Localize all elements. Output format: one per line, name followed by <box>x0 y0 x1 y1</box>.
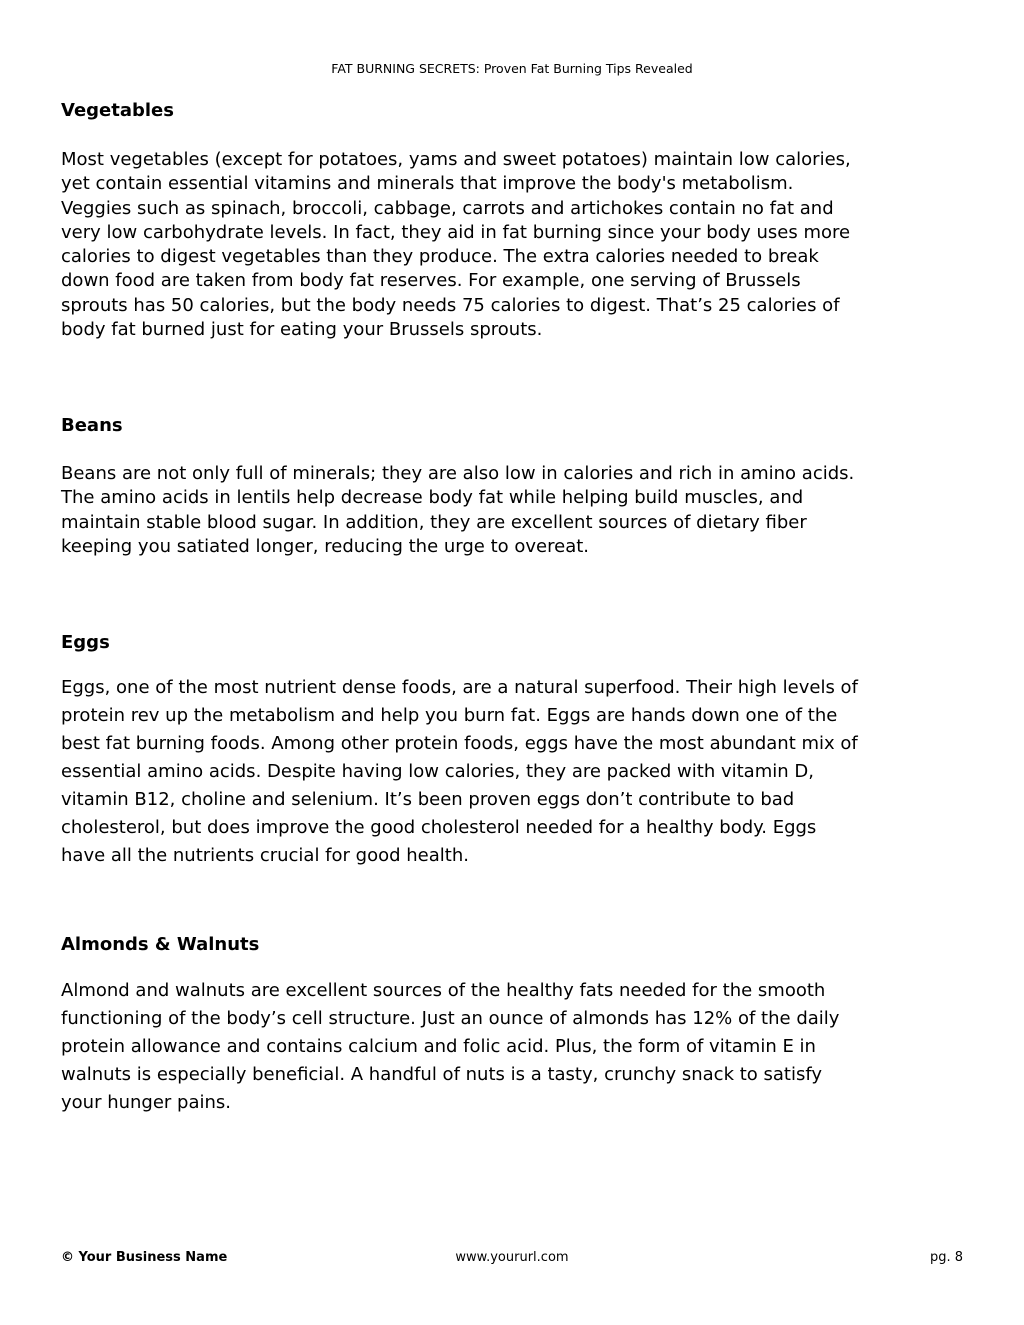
text-line: Beans are not only full of minerals; they are also low in calories and rich in amino acids. <box>61 463 855 484</box>
section-body-beans <box>61 462 961 559</box>
section-heading-vegetables: Vegetables <box>61 100 174 121</box>
running-header: FAT BURNING SECRETS: Proven Fat Burning Tips Revealed <box>331 61 693 76</box>
text-line: Eggs, one of the most nutrient dense foods, are a natural superfood. Their high levels of <box>61 677 858 698</box>
text-line: body fat burned just for eating your Brussels sprouts. <box>61 319 543 341</box>
text-line: calories to digest vegetables than they produce. The extra calories needed to break <box>61 246 819 268</box>
text-line: essential amino acids. Despite having low calories, they are packed with vitamin D, <box>61 761 814 782</box>
text-line: keeping you satiated longer, reducing the urge to overeat. <box>61 535 590 557</box>
text-line: yet contain essential vitamins and minerals that improve the body's metabolism. <box>61 173 794 195</box>
text-line: functioning of the body’s cell structure. Just an ounce of almonds has 12% of the daily <box>61 1008 840 1029</box>
section-heading-beans: Beans <box>61 415 123 436</box>
text-line: walnuts is especially beneficial. A handful of nuts is a tasty, crunchy snack to satisfy <box>61 1064 823 1085</box>
page-number: pg. 8 <box>929 1250 963 1265</box>
text-line: Most vegetables (except for potatoes, yams and sweet potatoes) maintain low calories, <box>61 149 851 170</box>
footer-url: www.yoururl.com <box>455 1250 569 1265</box>
section-heading-almonds-walnuts: Almonds & Walnuts <box>61 934 260 955</box>
text-line: vitamin B12, choline and selenium. It’s been proven eggs don’t contribute to bad <box>61 789 795 810</box>
text-line: sprouts has 50 calories, but the body needs 75 calories to digest. That’s 25 calories of <box>61 294 840 316</box>
text-line: best fat burning foods. Among other protein foods, eggs have the most abundant mix of <box>61 733 858 754</box>
text-line: your hunger pains. <box>61 1092 232 1113</box>
text-line: down food are taken from body fat reserves. For example, one serving of Brussels <box>61 270 801 292</box>
footer-copyright: © Your Business Name <box>61 1250 228 1265</box>
text-line: protein rev up the metabolism and help you burn fat. Eggs are hands down one of the <box>61 705 838 726</box>
text-line: have all the nutrients crucial for good health. <box>61 845 469 866</box>
section-body-eggs <box>61 674 961 870</box>
section-body-vegetables <box>61 148 961 342</box>
text-line: The amino acids in lentils help decrease body fat while helping build muscles, and <box>61 487 804 509</box>
text-line: Veggies such as spinach, broccoli, cabbage, carrots and artichokes contain no fat and <box>61 197 834 219</box>
text-line: protein allowance and contains calcium and folic acid. Plus, the form of vitamin E in <box>61 1036 816 1057</box>
text-line: very low carbohydrate levels. In fact, they aid in fat burning since your body uses more <box>61 221 851 243</box>
section-heading-eggs: Eggs <box>61 632 110 653</box>
text-line: maintain stable blood sugar. In addition, they are excellent sources of dietary fiber <box>61 511 807 533</box>
text-line: cholesterol, but does improve the good cholesterol needed for a healthy body. Eggs <box>61 817 817 838</box>
text-line: Almond and walnuts are excellent sources of the healthy fats needed for the smooth <box>61 980 826 1001</box>
section-body-almonds-walnuts <box>61 977 961 1117</box>
